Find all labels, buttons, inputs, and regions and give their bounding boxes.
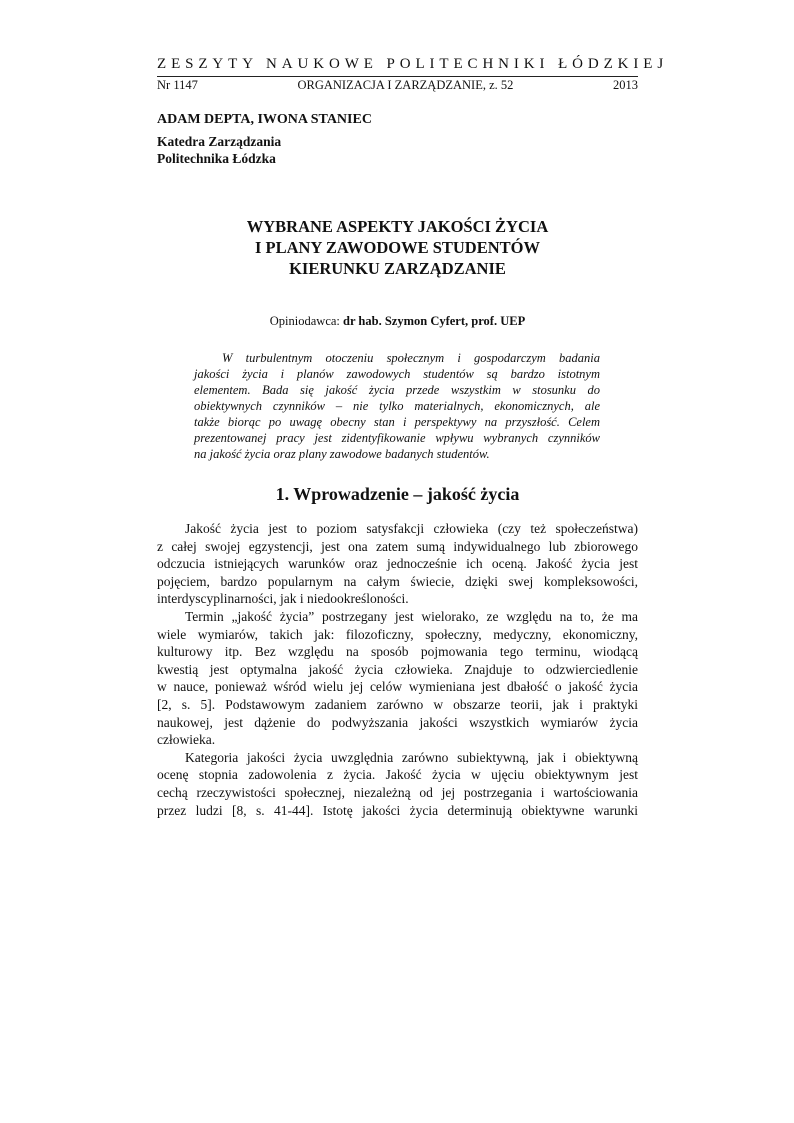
body-line: przez ludzi [8, s. 41-44]. Istotę jakości życia determinują obiektywne warunki: [157, 802, 638, 818]
reviewer-name: dr hab. Szymon Cyfert, prof. UEP: [343, 314, 526, 328]
title-line: WYBRANE ASPEKTY JAKOŚCI ŻYCIA: [246, 217, 549, 236]
abstract-line: także biorąc po uwagę obecny stan i perspektywy na przyszłość. Celem: [194, 415, 600, 429]
series-name: ORGANIZACJA I ZARZĄDZANIE, z. 52: [297, 78, 514, 92]
reviewer-label: Opiniodawca:: [269, 314, 340, 328]
issue-number: Nr 1147: [157, 78, 198, 92]
title-line: KIERUNKU ZARZĄDZANIE: [289, 259, 506, 278]
article-title: [157, 216, 638, 279]
section-heading: 1. Wprowadzenie – jakość życia: [275, 484, 520, 504]
body-line: w nauce, ponieważ wśród wielu jej celów wymieniana jest dbałość o jakość życia: [157, 679, 638, 695]
body-line: odczucia istniejących warunków oraz jednocześnie ich oceną. Jakość życia jest: [157, 556, 638, 572]
body-line: Jakość życia jest to poziom satysfakcji człowieka (czy też społeczeństwa): [185, 521, 638, 536]
body-line: z całej swojej egzystencji, jest ona zatem sumą indywidualnego lub zbiorowego: [157, 538, 638, 554]
journal-name: ZESZYTY NAUKOWE POLITECHNIKI ŁÓDZKIEJ: [157, 56, 669, 72]
header-rule: [157, 76, 638, 77]
body-line: pojęciem, bardzo popularnym na całym świecie, dzięki swej kompleksowości,: [157, 573, 638, 589]
body-line: wiele wymiarów, takich jak: filozoficzny, społeczny, medyczny, ekonomiczny,: [157, 626, 638, 642]
abstract-line: jakości życia i planów zawodowych studentów są bardzo istotnym: [194, 367, 600, 381]
abstract-line: prezentowanej pracy jest zidentyfikowanie wpływu wybranych czynników: [194, 431, 600, 445]
body-line: kwestią jest optymalna jakość życia człowieka. Znajduje to odzwierciedlenie: [157, 661, 638, 677]
abstract-line: na jakość życia oraz plany zawodowe badanych studentów.: [194, 447, 490, 461]
body-text: [157, 520, 638, 819]
abstract-line: W turbulentnym otoczeniu społecznym i gospodarczym badania: [222, 351, 600, 365]
title-line: I PLANY ZAWODOWE STUDENTÓW: [255, 238, 540, 257]
body-line: [2, s. 5]. Podstawowym zadaniem zarówno w obszarze teorii, jak i praktyki: [157, 696, 638, 712]
abstract-line: obiektywnych czynników – nie tylko materialnych, ekonomicznych, ale: [194, 399, 600, 413]
reviewer: [157, 314, 638, 329]
body-line: cechą rzeczywistości społecznej, niezależną od jej postrzegania i wartościowania: [157, 784, 638, 800]
body-line: Termin „jakość życia” postrzegany jest wielorako, ze względu na to, że ma: [185, 608, 638, 624]
affiliation-university: Politechnika Łódzka: [157, 151, 276, 166]
body-line: ocenę stopnia zadowolenia z życia. Jakość życia w ujęciu obiektywnym jest: [157, 767, 638, 783]
body-line: kulturowy itp. Bez względu na sposób pojmowania tego terminu, wiodącą: [157, 644, 638, 660]
body-line: interdyscyplinarności, jak i niedookreśloności.: [157, 591, 409, 607]
abstract: [194, 350, 600, 462]
journal-info-line: [157, 78, 638, 93]
affiliation-department: Katedra Zarządzania: [157, 134, 282, 149]
year: 2013: [613, 78, 638, 92]
abstract-line: elementem. Bada się jakość życia przede wszystkim w stosunku do: [194, 383, 600, 397]
body-line: Kategoria jakości życia uwzględnia zarówno subiektywną, jak i obiektywną: [185, 749, 638, 765]
body-line: naukowej, jest dążenie do podwyższania jakości wszystkich wymiarów życia: [157, 714, 638, 730]
authors: ADAM DEPTA, IWONA STANIEC: [157, 112, 372, 127]
body-line: człowieka.: [157, 732, 216, 748]
